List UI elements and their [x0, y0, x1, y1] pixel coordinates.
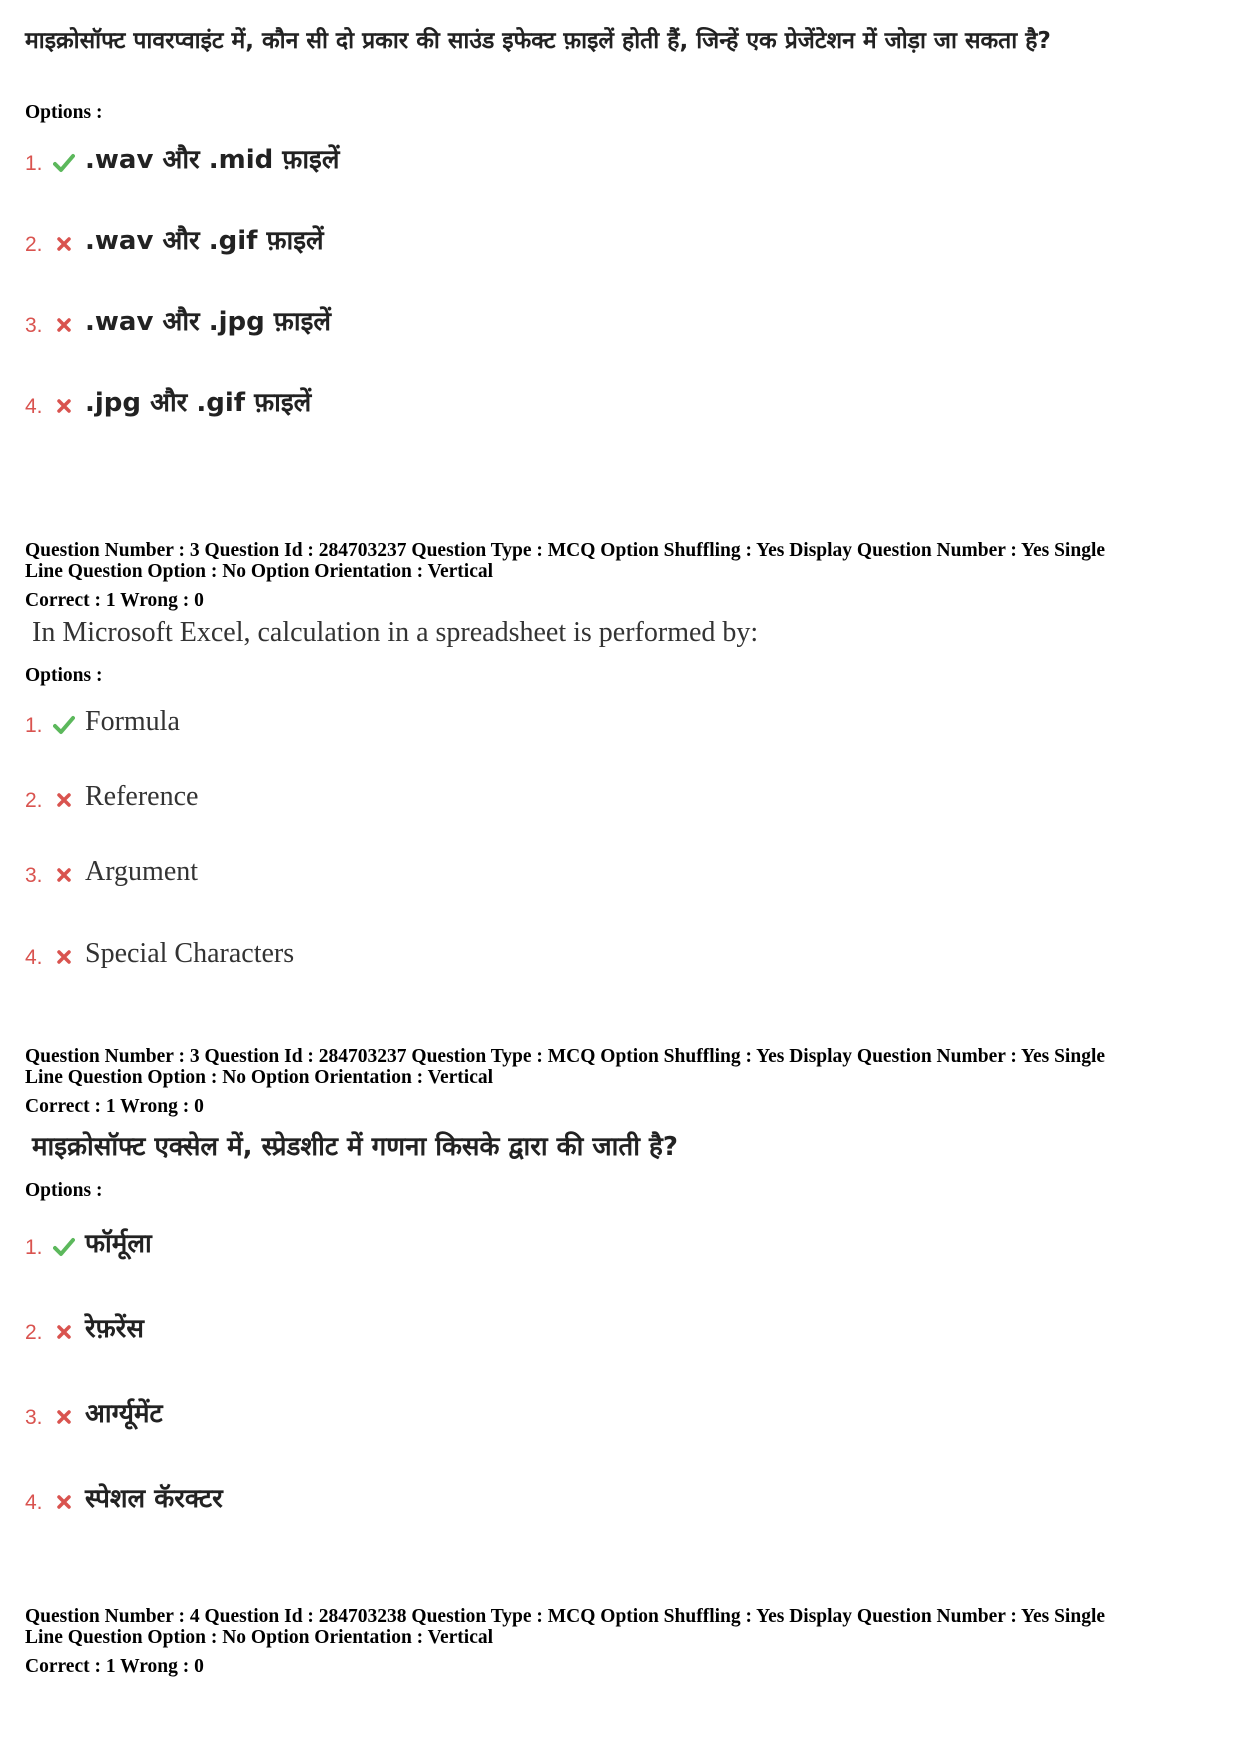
option-text: स्पेशल कॅरक्टर — [85, 1484, 223, 1514]
option-item — [25, 298, 331, 338]
cross-icon — [51, 944, 77, 970]
option-text: Reference — [85, 781, 199, 812]
check-icon — [51, 150, 77, 176]
option-item — [25, 1390, 163, 1430]
option-number: 2. — [25, 789, 43, 812]
option-item — [25, 698, 180, 738]
question-text: माइक्रोसॉफ्ट एक्सेल में, स्प्रेडशीट में गणना किसके द्वारा की जाती है? — [32, 1132, 678, 1162]
cross-icon — [51, 787, 77, 813]
cross-icon — [51, 312, 77, 338]
question-meta — [25, 1046, 1215, 1088]
option-number: 4. — [25, 395, 43, 418]
option-item — [25, 379, 311, 419]
option-number: 4. — [25, 1491, 43, 1514]
cross-icon — [51, 862, 77, 888]
option-item — [25, 136, 339, 176]
question-meta-line: Question Number : 3 Question Id : 284703237 Question Type : MCQ Option Shuffling : Yes Display Question Number : Yes Single — [25, 1046, 1106, 1067]
option-item — [25, 217, 324, 257]
score-line: Correct : 1 Wrong : 0 — [25, 1656, 204, 1677]
option-text: .wav और .jpg फ़ाइलें — [85, 307, 331, 337]
cross-icon — [51, 1489, 77, 1515]
option-text: आर्ग्यूमेंट — [85, 1399, 163, 1429]
option-item — [25, 930, 294, 970]
option-number: 2. — [25, 233, 43, 256]
option-text: फॉर्मूला — [85, 1229, 152, 1259]
question-meta-line: Line Question Option : No Option Orientation : Vertical — [25, 561, 494, 582]
question-meta-line: Question Number : 3 Question Id : 284703237 Question Type : MCQ Option Shuffling : Yes Display Question Number : Yes Single — [25, 540, 1106, 561]
check-icon — [51, 712, 77, 738]
option-text: Special Characters — [85, 938, 295, 969]
option-item — [25, 848, 198, 888]
question-meta-line: Question Number : 4 Question Id : 284703238 Question Type : MCQ Option Shuffling : Yes Display Question Number : Yes Single — [25, 1606, 1106, 1627]
option-text: Argument — [85, 856, 199, 887]
option-number: 1. — [25, 714, 43, 737]
option-text: Formula — [85, 706, 180, 737]
option-item — [25, 1475, 223, 1515]
question-meta-line: Line Question Option : No Option Orientation : Vertical — [25, 1067, 494, 1088]
score-line: Correct : 1 Wrong : 0 — [25, 1096, 204, 1117]
question-meta — [25, 1606, 1215, 1648]
option-text: .wav और .gif फ़ाइलें — [85, 226, 324, 256]
cross-icon — [51, 393, 77, 419]
cross-icon — [51, 1319, 77, 1345]
option-number: 3. — [25, 314, 43, 337]
option-number: 2. — [25, 1321, 43, 1344]
option-item — [25, 1220, 152, 1260]
option-number: 3. — [25, 1406, 43, 1429]
options-label: Options : — [25, 665, 103, 686]
cross-icon — [51, 231, 77, 257]
question-meta-line: Line Question Option : No Option Orientation : Vertical — [25, 1627, 494, 1648]
options-label: Options : — [25, 102, 103, 123]
option-number: 1. — [25, 1236, 43, 1259]
check-icon — [51, 1234, 77, 1260]
option-text: .wav और .mid फ़ाइलें — [85, 145, 340, 175]
score-line: Correct : 1 Wrong : 0 — [25, 590, 204, 611]
option-number: 3. — [25, 864, 43, 887]
option-text: .jpg और .gif फ़ाइलें — [85, 388, 312, 418]
option-number: 4. — [25, 946, 43, 969]
option-item — [25, 773, 198, 813]
option-item — [25, 1305, 144, 1345]
option-text: रेफ़रेंस — [85, 1314, 144, 1344]
cross-icon — [51, 1404, 77, 1430]
question-text: In Microsoft Excel, calculation in a spreadsheet is performed by: — [32, 617, 759, 648]
options-label: Options : — [25, 1180, 103, 1201]
question-meta — [25, 540, 1215, 582]
option-number: 1. — [25, 152, 43, 175]
question-text: माइक्रोसॉफ्ट पावरप्वाइंट में, कौन सी दो प्रकार की साउंड इफेक्ट फ़ाइलें होती हैं, जिन्हें एक प्रेजेंटेशन में जोड़ा जा सकता है? — [25, 28, 1051, 54]
